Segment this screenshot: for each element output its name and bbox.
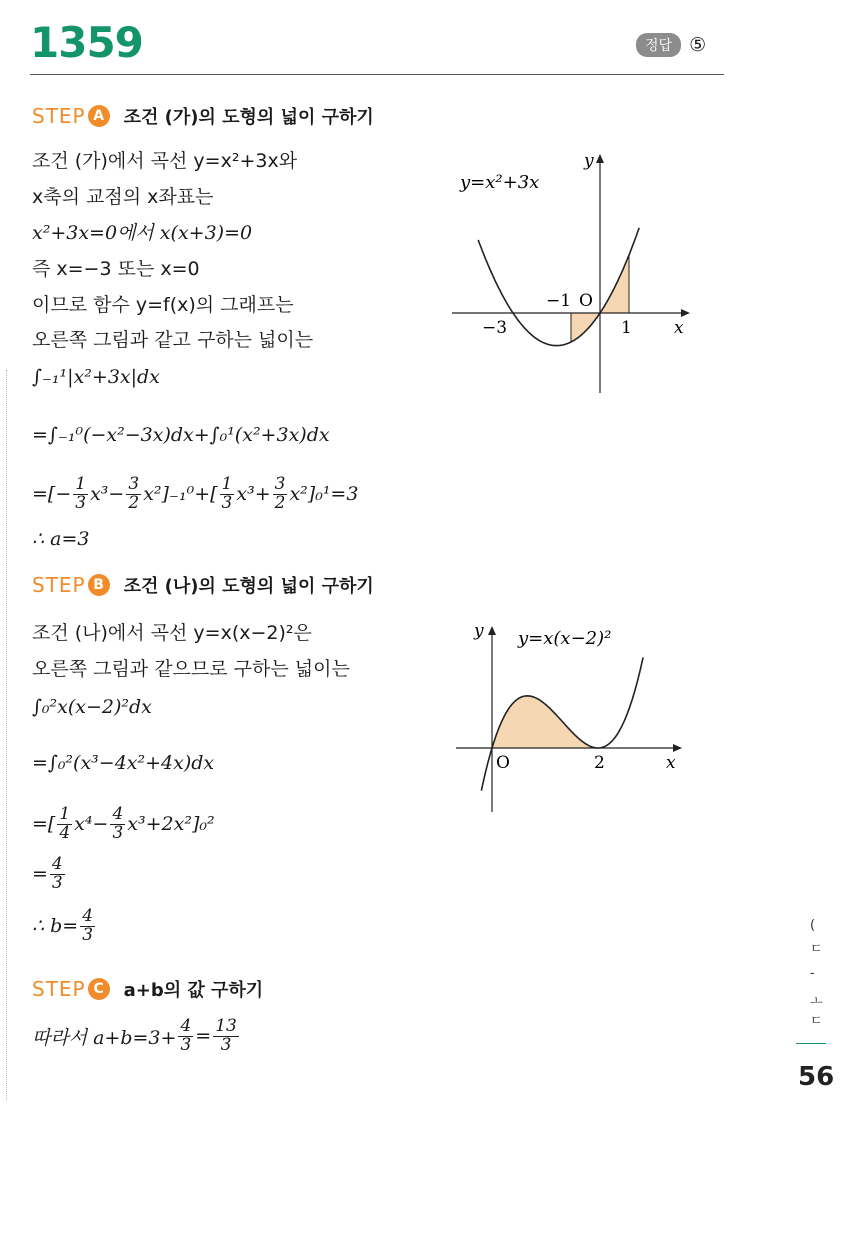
graph-2 — [452, 616, 692, 816]
stepB-frac-4: $\frac{4}{3}$ — [82, 906, 94, 945]
graph1-x-arrow — [681, 309, 690, 317]
step-a-badge: A — [88, 105, 110, 127]
stepB-eq-sign: = — [32, 863, 48, 886]
step-label-b: STEP — [32, 573, 86, 597]
stepA-frac-2: $\frac{3}{2}$ — [128, 474, 140, 513]
stepC-line — [32, 1018, 241, 1055]
stepB-line-1: 조건 (나)에서 곡선 y=x(x−2)²은 — [32, 622, 312, 644]
stepB-frac-3: $\frac{4}{3}$ — [51, 854, 63, 893]
side-rule — [796, 1043, 826, 1044]
stepA-frac-3: $\frac{1}{3}$ — [221, 474, 233, 513]
stepB-line-2: 오른쪽 그림과 같으므로 구하는 넓이는 — [32, 658, 350, 680]
graph2-x-label: x — [666, 753, 676, 773]
stepB-anti-part-1: =[ — [32, 813, 56, 836]
step-a-title: 조건 (가)의 도형의 넓이 구하기 — [123, 107, 374, 128]
graph1-tick-neg1: −1 — [546, 291, 572, 311]
stepA-line-2: x축의 교점의 x좌표는 — [32, 186, 214, 208]
stepA-anti-part-2: x³− — [90, 483, 125, 506]
graph1-curve-label: y=x²+3x — [460, 172, 540, 193]
stepA-frac-4: $\frac{3}{2}$ — [274, 474, 286, 513]
stepA-line-3: x²+3x=0에서 x(x+3)=0 — [32, 222, 253, 244]
stepB-therefore: ∴ b= — [32, 915, 79, 938]
stepA-anti-part-5: x²]₀¹=3 — [289, 483, 359, 506]
graph1-y-label: y — [584, 151, 594, 171]
graph1-tick-1: 1 — [621, 318, 632, 338]
step-b-title: 조건 (나)의 도형의 넓이 구하기 — [123, 576, 374, 597]
stepB-anti-part-2: x⁴− — [74, 813, 109, 836]
step-a-heading — [32, 103, 374, 129]
step-c-badge: C — [88, 978, 110, 1000]
step-c-heading — [32, 976, 263, 1002]
stepB-integral-1: ∫₀²x(x−2)²dx — [32, 696, 152, 718]
graph2-origin: O — [496, 753, 510, 773]
side-glyph-1: ( — [810, 918, 816, 933]
stepA-line-4: 즉 x=−3 또는 x=0 — [32, 258, 200, 280]
stepA-anti-part-4: x³+ — [236, 483, 271, 506]
step-label: STEP — [32, 104, 86, 128]
graph2-tick-2: 2 — [594, 753, 605, 773]
stepA-line-1: 조건 (가)에서 곡선 y=x²+3x와 — [32, 150, 298, 172]
answer-box — [636, 33, 706, 57]
stepB-antiderivative — [32, 806, 215, 843]
step-c-title: a+b의 값 구하기 — [123, 980, 264, 1001]
graph1-origin: O — [579, 291, 593, 311]
stepB-frac-2: $\frac{4}{3}$ — [112, 804, 124, 843]
stepC-part-1: 따라서 a+b=3+ — [32, 1026, 177, 1049]
stepA-anti-part-1: =[− — [32, 483, 72, 506]
stepA-integral-2: =∫₋₁⁰(−x²−3x)dx+∫₀¹(x²+3x)dx — [32, 424, 330, 446]
step-label-c: STEP — [32, 977, 86, 1001]
step-b-badge: B — [88, 574, 110, 596]
answer-value: ⑤ — [689, 34, 707, 56]
stepB-value — [32, 856, 67, 893]
stepA-line-5: 이므로 함수 y=f(x)의 그래프는 — [32, 294, 294, 316]
stepA-integral-1: ∫₋₁¹|x²+3x|dx — [32, 366, 160, 388]
stepA-antiderivative — [32, 476, 358, 513]
graph1-x-label: x — [674, 318, 684, 338]
stepA-conclusion: ∴ a=3 — [32, 528, 90, 550]
stepC-frac-2: $\frac{13}{3}$ — [215, 1016, 237, 1055]
stepB-integral-2: =∫₀²(x³−4x²+4x)dx — [32, 752, 215, 774]
graph2-x-arrow — [673, 744, 682, 752]
graph-1 — [452, 148, 692, 396]
graph2-y-arrow — [488, 626, 496, 635]
stepC-frac-1: $\frac{4}{3}$ — [180, 1016, 192, 1055]
stepA-frac-1: $\frac{1}{3}$ — [75, 474, 87, 513]
side-glyph-5: ㄷ — [810, 1014, 823, 1029]
stepA-anti-part-3: x²]₋₁⁰+[ — [143, 483, 218, 506]
graph2-curve-label: y=x(x−2)² — [518, 628, 612, 649]
stepC-part-2: = — [195, 1025, 212, 1048]
stepA-line-6: 오른쪽 그림과 같고 구하는 넓이는 — [32, 329, 314, 351]
answer-badge: 정답 — [636, 33, 681, 57]
side-glyph-2: ㄷ — [810, 942, 823, 957]
margin-dotted-line — [6, 370, 7, 1100]
stepB-frac-1: $\frac{1}{4}$ — [59, 804, 71, 843]
stepB-conclusion — [32, 908, 97, 945]
step-b-heading — [32, 572, 374, 598]
graph1-tick-neg3: −3 — [482, 318, 508, 338]
header-rule — [30, 74, 724, 75]
side-glyph-3: - — [810, 966, 815, 981]
graph1-y-arrow — [596, 154, 604, 163]
page-number: 56 — [798, 1062, 835, 1092]
problem-number: 1359 — [30, 18, 143, 67]
stepB-anti-part-3: x³+2x²]₀² — [127, 813, 215, 836]
side-glyph-4: ㅗ — [810, 994, 823, 1009]
graph2-y-label: y — [474, 621, 484, 641]
